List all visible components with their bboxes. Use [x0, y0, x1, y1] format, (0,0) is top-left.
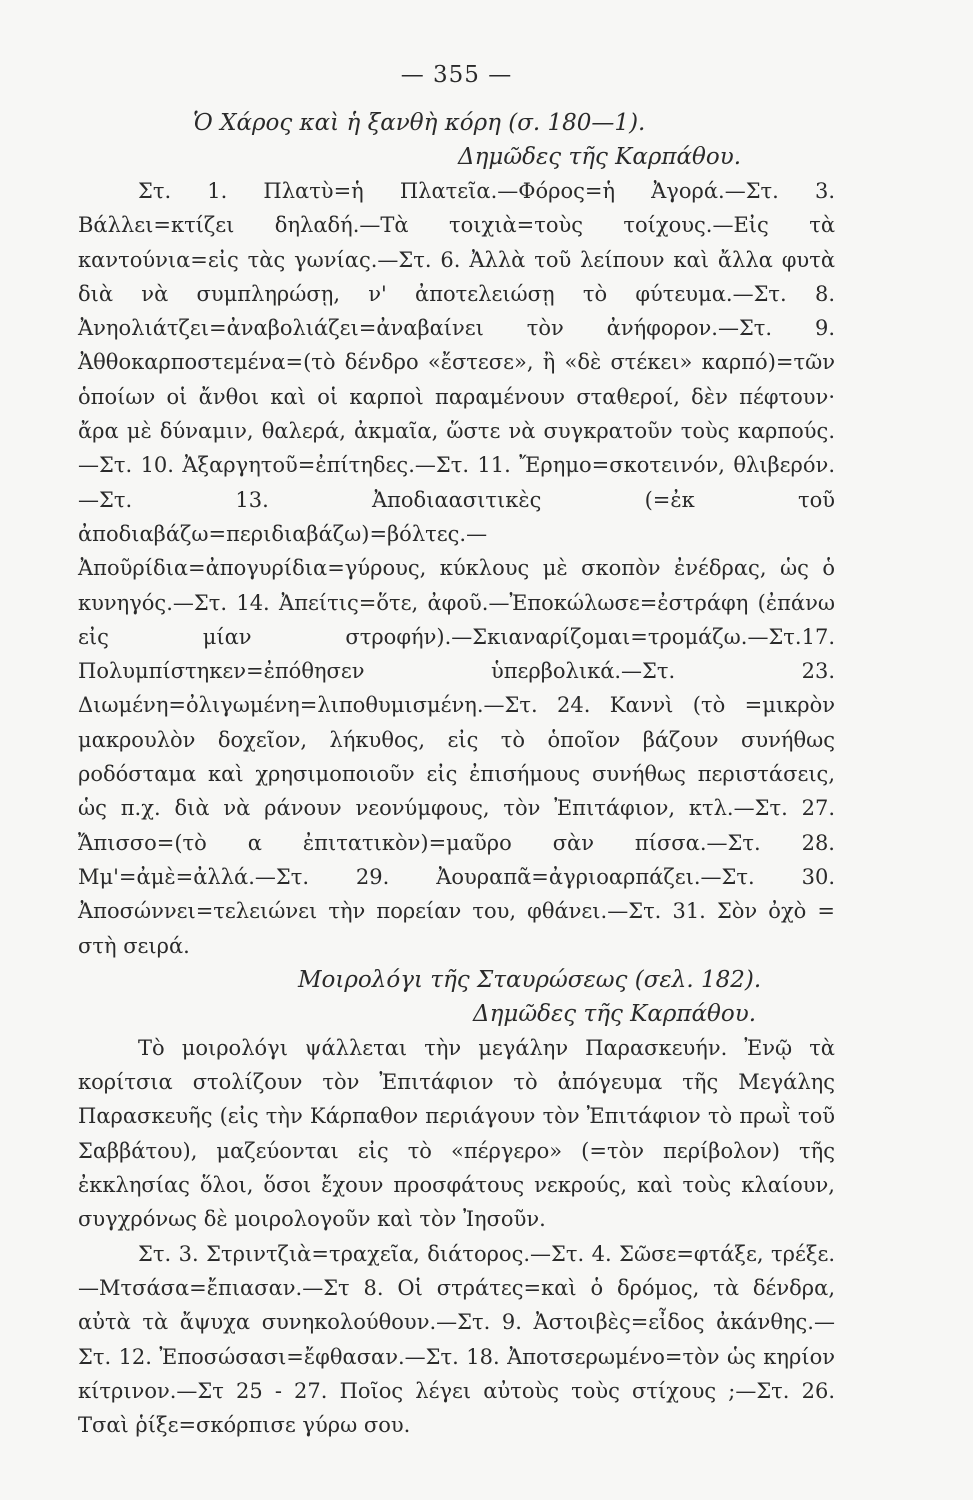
section-subtitle-karpathos-1: Δημῶδες τῆς Καρπάθου.	[458, 144, 742, 170]
commentary-moirologi: Στ. 3. Στριντζιὰ=τραχεῖα, διάτορος.—Στ. 4. Σῶσε=φτάξε, τρέξε.—Μτσάσα=ἔπιασαν.—Στ 8. Οἱ στράτες=καὶ ὁ δρόμος, τὰ δένδρα, αὐτὰ τὰ ἄψυχα συνηκολούθουν.—Στ. 9. Ἀστοιβὲς=εἶδος ἀκάνθης.—Στ. 12. Ἐποσώσασι=ἔφθασαν.—Στ. 18. Ἀποτσερωμένο=τὸν ὡς κηρίον κίτρινον.—Στ 25 - 27. Ποῖος λέγει αὐτοὺς τοὺς στίχους ;—Στ. 26. Τσαὶ ῥίξε=σκόρπισε γύρω σου.	[78, 1241, 835, 1438]
section-title-charos: Ὁ Χάρος καὶ ἡ ξανθὴ κόρη (σ. 180—1).	[193, 110, 646, 136]
intro-paragraph-moirologi: Τὸ μοιρολόγι ψάλλεται τὴν μεγάλην Παρασκευήν. Ἐνῷ τὰ κορίτσια στολίζουν τὸν Ἐπιτάφιον τὸ ἀπόγευμα τῆς Μεγάλης Παρασκευῆς (εἰς τὴν Κάρπαθον περιάγουν τὸν Ἐπιτάφιον τὸ πρωῒ τοῦ Σαββάτου), μαζεύονται εἰς τὸ «πέργερο» (=τὸν περίβολον) τῆς ἐκκλησίας ὅλοι, ὅσοι ἔχουν προσφάτους νεκρούς, καὶ τοὺς κλαίουν, συγχρόνως δὲ μοιρολογοῦν καὶ τὸν Ἰησοῦν.	[78, 1035, 835, 1232]
page-number: — 355 —	[400, 62, 513, 88]
commentary-charos: Στ. 1. Πλατὺ=ἡ Πλατεῖα.—Φόρος=ἡ Ἀγορά.—Στ. 3. Βάλλει=κτίζει δηλαδή.—Τὰ τοιχιὰ=τοὺς τοίχους.—Εἰς τὰ καντούνια=εἰς τὰς γωνίας.—Στ. 6. Ἀλλὰ τοῦ λείπουν καὶ ἄλλα φυτὰ διὰ νὰ συμπληρώσῃ, ν' ἀποτελειώσῃ τὸ φύτευμα.—Στ. 8. Ἀνηολιάτζει=ἀναβολιάζει=ἀναβαίνει τὸν ἀνήφορον.—Στ. 9. Ἀθθοκαρποστεμένα=(τὸ δένδρο «ἔστεσε», ἢ «δὲ στέκει» καρπό)=τῶν ὁποίων οἱ ἄνθοι καὶ οἱ καρποὶ παραμένουν σταθεροί, δὲν πέφτουν· ἄρα μὲ δύναμιν, θαλερά, ἀκμαῖα, ὥστε νὰ συγκρατοῦν τοὺς καρπούς.—Στ. 10. Ἀξαργητοῦ=ἐπίτηδες.—Στ. 11. Ἔρημο=σκοτεινόν, θλιβερόν.—Στ. 13. Ἀποδιαασιτικὲς (=ἐκ τοῦ ἀποδιαβάζω=περιδιαβάζω)=βόλτες.—Ἀποῦρίδια=ἀπογυρίδια=γύρους, κύκλους μὲ σκοπὸν ἐνέδρας, ὡς ὁ κυνηγός.—Στ. 14. Ἀπείτις=ὅτε, ἀφοῦ.—Ἐποκώλωσε=ἐστράφη (ἐπάνω εἰς μίαν στροφήν).—Σκιαναρίζομαι=τρομάζω.—Στ.17. Πολυμπίστηκεν=ἐπόθησεν ὑπερβολικά.—Στ. 23. Διωμένη=ὀλιγωμένη=λιποθυμισμένη.—Στ. 24. Καννὶ (τὸ =μικρὸν μακρουλὸν δοχεῖον, λήκυθος, εἰς τὸ ὁποῖον βάζουν συνήθως ροδόσταμα καὶ χρησιμοποιοῦν εἰς ἐπισήμους συνήθως περιστάσεις, ὡς π.χ. διὰ νὰ ράνουν νεονύμφους, τὸν Ἐπιτάφιον, κτλ.—Στ. 27. Ἄπισσο=(τὸ α ἐπιτατικὸν)=μαῦρο σὰν πίσσα.—Στ. 28. Μμ'=ἀμὲ=ἀλλά.—Στ. 29. Ἀουραπᾶ=ἀγριοαρπάζει.—Στ. 30. Ἀποσώννει=τελειώνει τὴν πορείαν του, φθάνει.—Στ. 31. Σὸν ὀχὸ = στὴ σειρά.	[78, 179, 835, 958]
section-subtitle-karpathos-2: Δημῶδες τῆς Καρπάθου.	[473, 1000, 757, 1027]
section-title-moirologi: Μοιρολόγι τῆς Σταυρώσεως (σελ. 182).	[298, 966, 762, 993]
